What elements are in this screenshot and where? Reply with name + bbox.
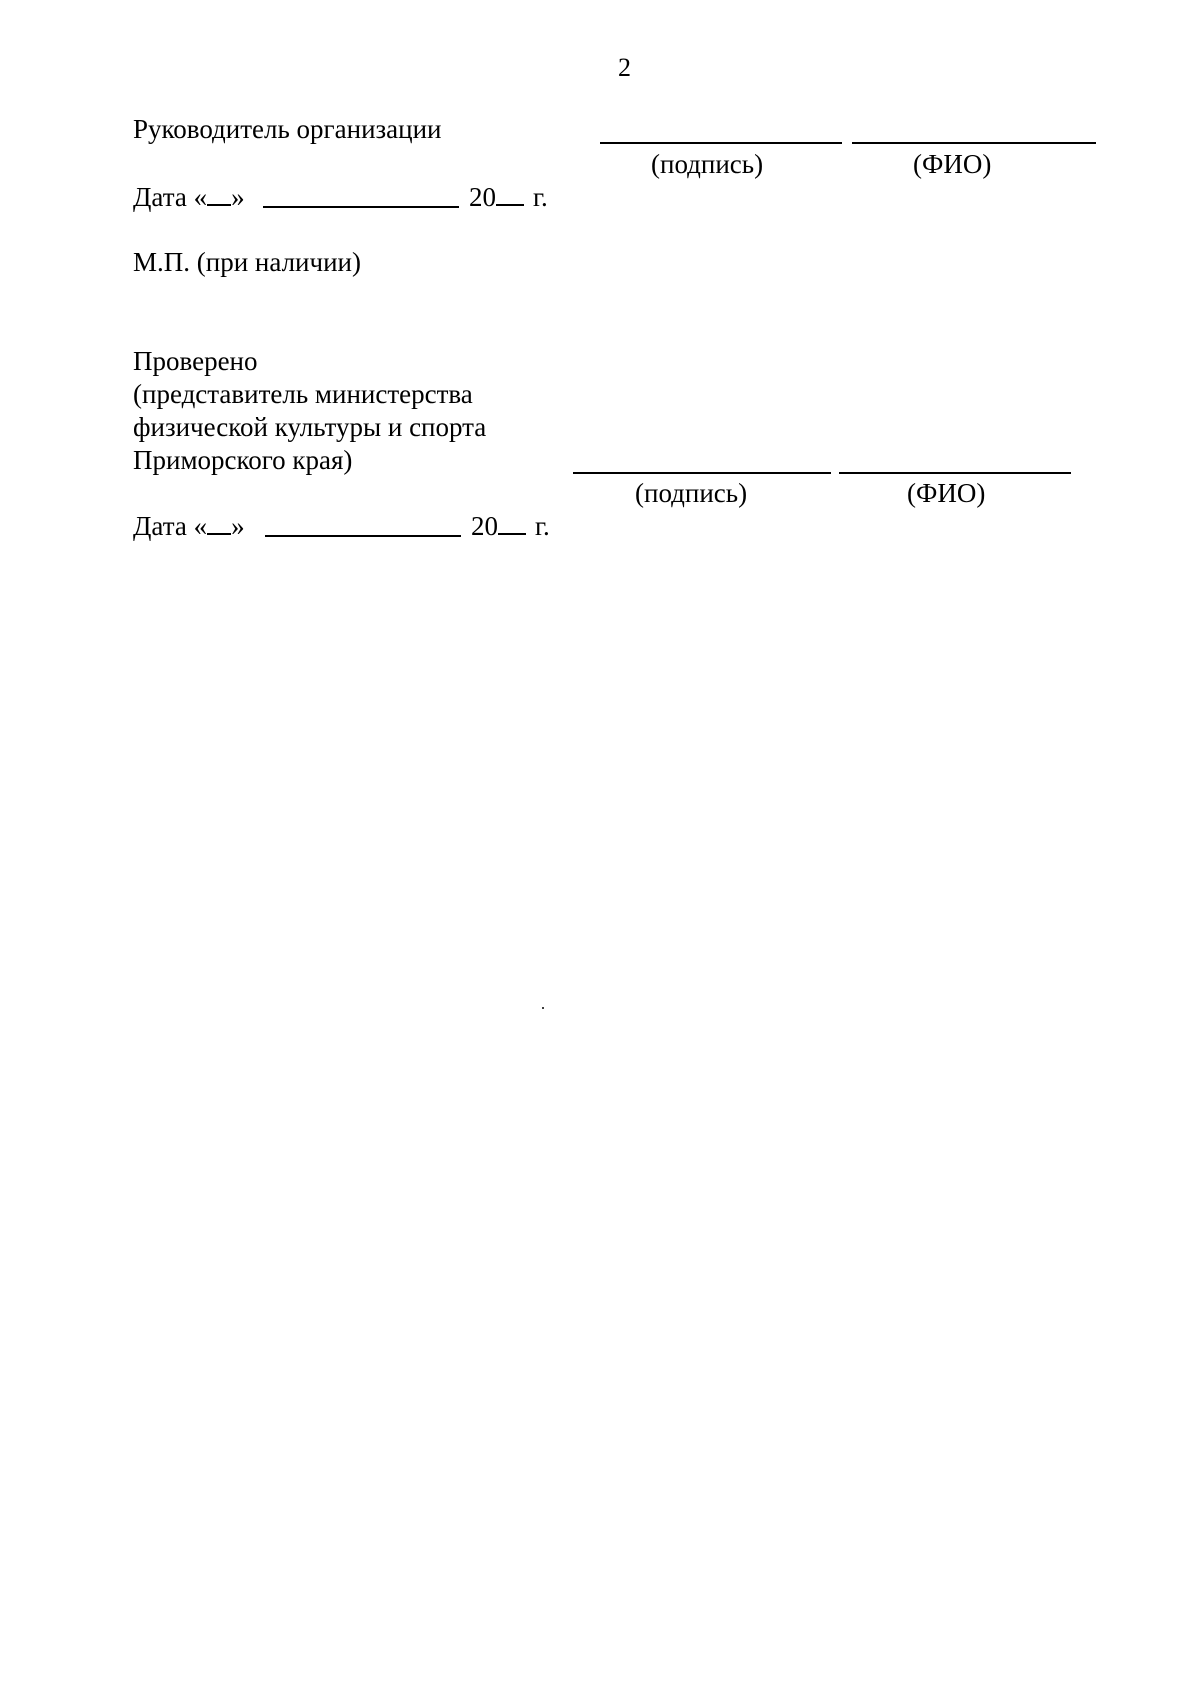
date-quote-close: » (231, 182, 245, 212)
year-suffix-1: г. (533, 182, 548, 212)
month-blank-1[interactable] (263, 206, 459, 208)
org-head-signature-line[interactable] (600, 142, 842, 144)
date-prefix: Дата « (133, 511, 208, 541)
org-head-signature-caption: (подпись) (651, 149, 764, 179)
verified-name-caption: (ФИО) (907, 478, 986, 508)
day-blank[interactable] (207, 511, 231, 535)
verified-line-1: Проверено (133, 346, 258, 376)
org-head-label: Руководитель организации (133, 114, 442, 144)
verified-name-line[interactable] (839, 472, 1071, 474)
org-head-name-line[interactable] (852, 142, 1096, 144)
year-suffix-2: г. (535, 511, 550, 541)
date-prefix: Дата « (133, 182, 208, 212)
year-block-2 (471, 510, 526, 542)
page-number: 2 (618, 53, 631, 82)
date-line-2 (133, 510, 245, 542)
org-head-name-caption: (ФИО) (913, 149, 992, 179)
year-block-1 (469, 181, 524, 213)
verified-line-3: физической культуры и спорта (133, 412, 487, 442)
verified-line-4: Приморского края) (133, 445, 353, 475)
verified-signature-line[interactable] (573, 472, 831, 474)
year-prefix: 20 (471, 511, 498, 541)
date-line-1 (133, 181, 245, 213)
day-blank[interactable] (207, 182, 231, 206)
verified-line-2: (представитель министерства (133, 379, 473, 409)
verified-signature-caption: (подпись) (635, 478, 748, 508)
stamp-label: М.П. (при наличии) (133, 247, 361, 277)
scan-dot (542, 1007, 544, 1009)
month-blank-2[interactable] (265, 535, 461, 537)
year-prefix: 20 (469, 182, 496, 212)
year-blank[interactable] (496, 182, 524, 206)
date-quote-close: » (231, 511, 245, 541)
year-blank[interactable] (498, 511, 526, 535)
